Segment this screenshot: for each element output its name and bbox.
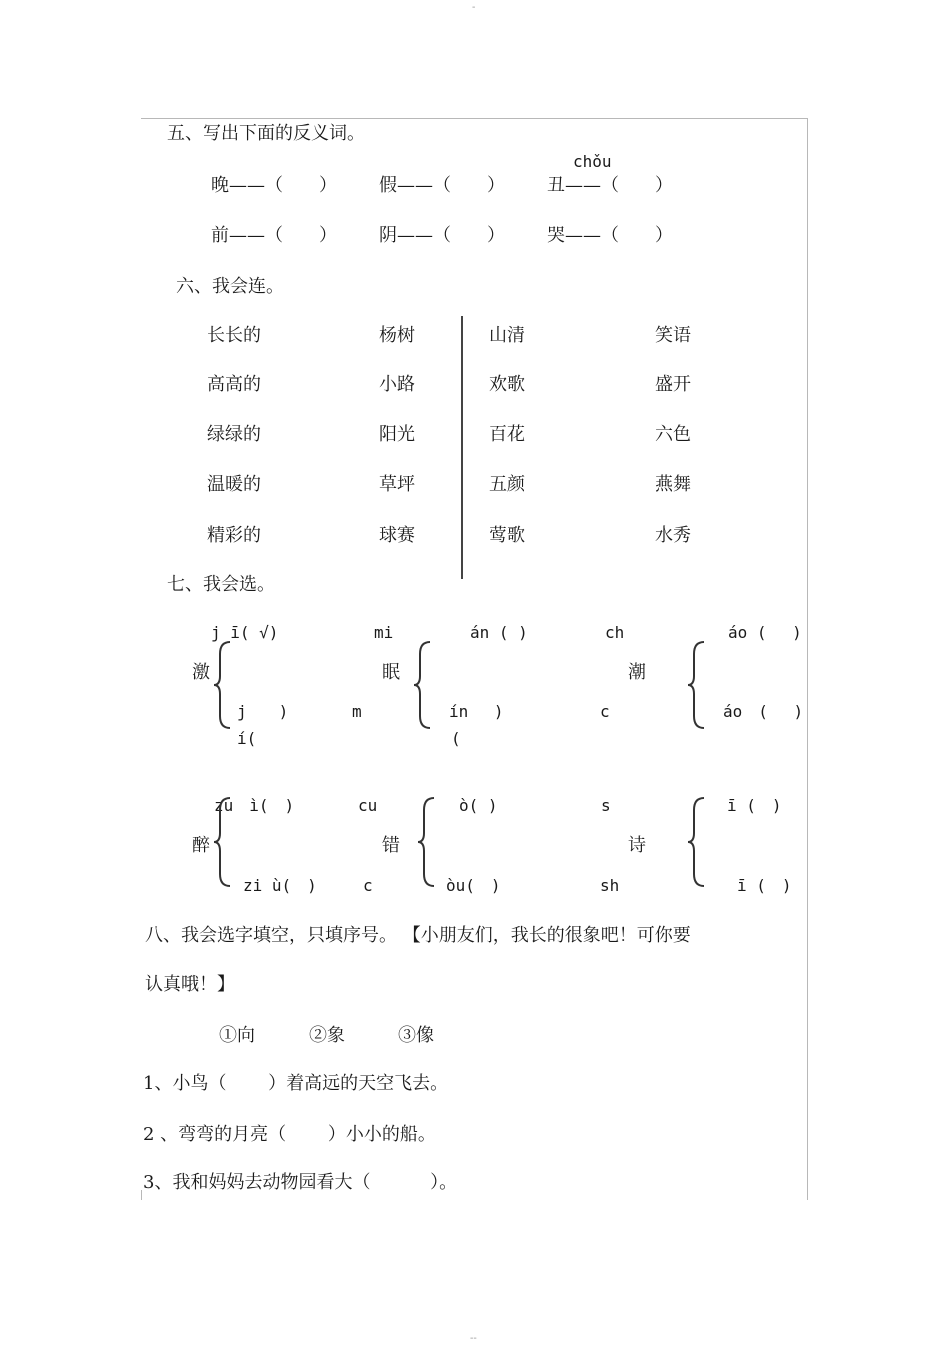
g5-brace <box>416 796 438 888</box>
option-2: ②象 <box>309 1025 345 1046</box>
match-left-3: 绿绿的 <box>207 424 261 445</box>
antonym-6: 哭——（ ） <box>547 225 673 246</box>
match-right-a2: 欢歌 <box>489 374 525 395</box>
g6-brace <box>686 796 708 888</box>
g2-top-pinyin: án ( ) <box>470 623 528 642</box>
header-mark: - <box>472 2 476 13</box>
match-right-b2: 盛开 <box>655 374 691 395</box>
option-1: ①向 <box>219 1025 255 1046</box>
g2-lead-bottom: m <box>352 702 362 721</box>
match-mid-5: 球赛 <box>379 525 415 546</box>
g3-lead-bottom: c <box>600 702 610 721</box>
match-mid-3: 阳光 <box>379 424 415 445</box>
g6-lead-bottom: sh <box>600 876 620 895</box>
g3-top-pinyin: áo ( ) <box>728 623 802 642</box>
match-left-1: 长长的 <box>207 325 261 346</box>
match-right-b1: 笑语 <box>655 325 691 346</box>
g1-char: 激 <box>192 662 210 683</box>
g4-bottom-pinyin: zi ù( ) <box>243 876 317 895</box>
antonym-5: 阴——（ ） <box>379 225 505 246</box>
question-3: 3、我和妈妈去动物园看大（ ）。 <box>143 1172 458 1193</box>
g2-bottom-pinyin: ín ) <box>449 702 504 721</box>
match-right-a4: 五颜 <box>489 474 525 495</box>
divider-line <box>461 316 463 579</box>
match-right-b4: 燕舞 <box>655 474 691 495</box>
g5-bottom-pinyin: òu( ) <box>446 876 501 895</box>
g5-top-pinyin: ò( ) <box>459 796 498 815</box>
g2-brace <box>412 640 434 730</box>
match-right-b3: 六色 <box>655 424 691 445</box>
match-mid-4: 草坪 <box>379 474 415 495</box>
question-1: 1、小鸟（ ）着高远的天空飞去。 <box>143 1073 449 1094</box>
antonym-2: 假——（ ） <box>379 175 505 196</box>
frame-top-border <box>141 118 808 119</box>
match-left-5: 精彩的 <box>207 525 261 546</box>
pinyin-chou: chǒu <box>573 152 612 171</box>
footer-mark: -- <box>470 1333 477 1344</box>
g5-lead-top: cu <box>358 796 378 815</box>
g2-bottom-pinyin-2: ( <box>451 729 461 748</box>
antonym-4: 前——（ ） <box>211 225 337 246</box>
g6-bottom-pinyin: ī ( ) <box>737 876 792 895</box>
match-right-a1: 山清 <box>489 325 525 346</box>
question-2: 2 、弯弯的月亮（ ）小小的船。 <box>143 1124 436 1145</box>
g6-top-pinyin: ī ( ) <box>727 796 782 815</box>
g5-lead-bottom: c <box>363 876 373 895</box>
frame-left-tick <box>141 1190 142 1200</box>
section-7-title: 七、我会选。 <box>167 574 275 595</box>
g6-lead-top: s <box>601 796 611 815</box>
antonym-1: 晚——（ ） <box>211 175 337 196</box>
match-right-b5: 水秀 <box>655 525 691 546</box>
antonym-3: 丑——（ ） <box>547 175 673 196</box>
match-mid-1: 杨树 <box>379 325 415 346</box>
g4-brace <box>212 796 234 888</box>
g2-lead-top: mi <box>374 623 394 642</box>
match-right-a3: 百花 <box>489 424 525 445</box>
g1-top-pinyin: j ī( √) <box>211 623 279 642</box>
section-5-title: 五、写出下面的反义词。 <box>167 123 365 144</box>
g2-char: 眠 <box>382 662 400 683</box>
g4-char: 醉 <box>192 835 210 856</box>
match-left-2: 高高的 <box>207 374 261 395</box>
g3-bottom-pinyin: áo ( ) <box>723 702 804 721</box>
g4-top-pinyin: zu ì( ) <box>214 796 295 815</box>
section-8-title: 八、我会选字填空，只填序号。 【小朋友们，我长的很象吧！可你要 <box>145 925 691 946</box>
frame-right-border <box>807 118 808 1200</box>
g1-bottom-pinyin: j ) <box>237 702 289 721</box>
option-3: ③像 <box>398 1025 434 1046</box>
match-left-4: 温暖的 <box>207 474 261 495</box>
g3-brace <box>686 640 708 730</box>
match-mid-2: 小路 <box>379 374 415 395</box>
g5-char: 错 <box>382 835 400 856</box>
g1-bottom-pinyin-2: í( <box>237 729 257 748</box>
g6-char: 诗 <box>628 835 646 856</box>
section-8-title-cont: 认真哦！】 <box>145 974 235 995</box>
match-right-a5: 莺歌 <box>489 525 525 546</box>
g3-lead-top: ch <box>605 623 625 642</box>
g1-brace <box>212 640 234 730</box>
g3-char: 潮 <box>628 662 646 683</box>
section-6-title: 六、我会连。 <box>176 276 284 297</box>
